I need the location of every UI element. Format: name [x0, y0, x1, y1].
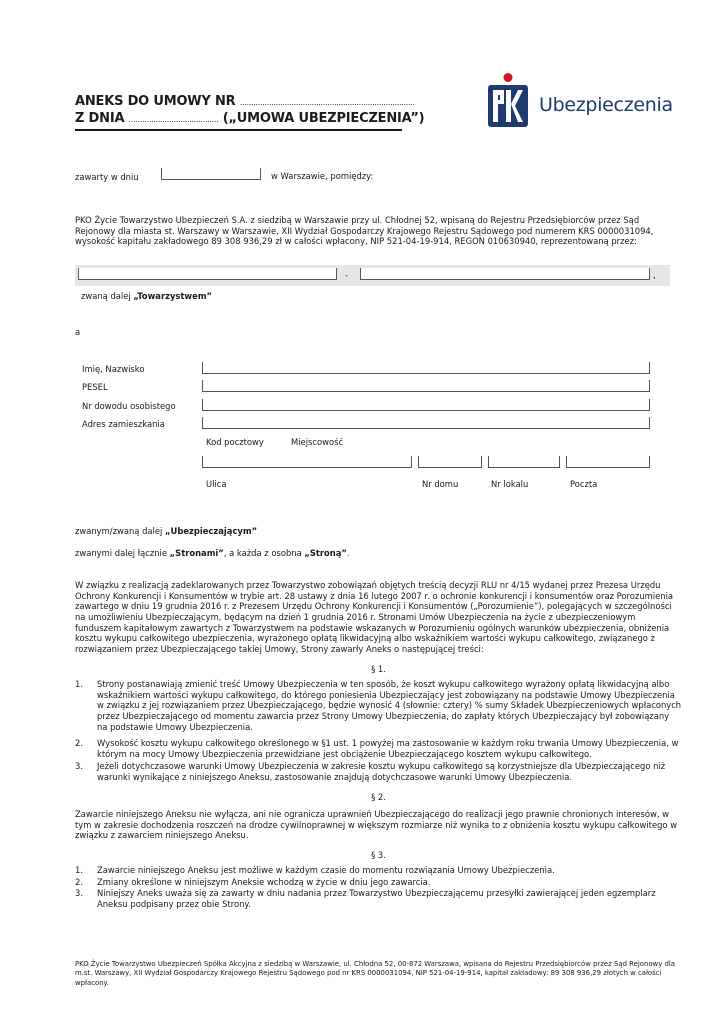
id-number-label: Nr dowodu osobistego: [82, 401, 176, 411]
item-number: 2.: [75, 738, 83, 748]
and-conjunction: a: [75, 327, 81, 337]
item-text: Strony postanawiają zmienić treść Umowy Ubezpieczenia w ten sposób, że koszt wykupu całkowitego wyrażony opłatą likwidacyjną albo wskaźnikiem wartości wykupu całkowitego, do którego poniesienia Ubezpieczający jest zobowiązany na podstawie Umowy Ubezpieczenia w związku z jej rozwiązaniem przez Ubezpieczającego, będzie wynosić 4 (słownie: cztery) % sumy Składek Ubezpieczeniowych wpłaconych przez Ubezpieczającego od momentu zawarcia przez Strony Umowy Ubezpieczenia, do zapłaty których Ubezpieczający był zobowiązany na podstawie Umowy Ubezpieczenia.: [97, 679, 682, 732]
item-number: 3.: [75, 888, 83, 898]
name-field[interactable]: [202, 362, 650, 374]
section-3-heading: § 3.: [371, 850, 386, 860]
item-text: Niniejszy Aneks uważa się za zawarty w dniu nadania przez Towarzystwo Ubezpieczającemu przesyłki zawierającej jeden egzemplarz Aneksu podpisany przez obie Strony.: [97, 888, 656, 909]
pko-ubezpieczenia-logo: [487, 73, 677, 129]
concluded-date-field[interactable]: [161, 168, 261, 180]
title-text: ANEKS DO UMOWY NR: [75, 94, 236, 109]
item-number: 1.: [75, 679, 83, 689]
logo-wordmark: Ubezpieczenia: [539, 94, 673, 116]
parties-definition: [75, 548, 350, 559]
flat-number-label: Nr lokalu: [491, 479, 529, 489]
postal-code-label: Kod pocztowy: [206, 437, 264, 447]
party-defined-term: „Stroną”: [304, 548, 347, 558]
item-text: Wysokość kosztu wykupu całkowitego określonego w §1 ust. 1 powyżej ma zastosowanie w każdym roku trwania Umowy Ubezpieczenia, w którym na mocy Umowy Ubezpieczenia przewidziane jest obciążenie Ubezpieczającego kosztem wykupu całkowitego.: [97, 738, 679, 759]
called-company-prefix: zwaną dalej: [81, 291, 134, 301]
pesel-field[interactable]: [202, 380, 650, 392]
name-label: Imię, Nazwisko: [82, 364, 145, 374]
street-field[interactable]: [202, 456, 412, 468]
title-suffix: („UMOWA UBEZPIECZENIA”): [222, 111, 425, 126]
title-underline: [75, 129, 402, 131]
title-date-prefix: Z DNIA: [75, 111, 125, 126]
item-number: 2.: [75, 877, 83, 887]
insured-defined-term: „Ubezpieczającym”: [165, 526, 258, 536]
item-number: 3.: [75, 761, 83, 771]
section-2-heading: § 2.: [371, 792, 386, 802]
section-2-text: Zawarcie niniejszego Aneksu nie wyłącza, ani nie ogranicza uprawnień Ubezpieczającego do realizacji jego prawnie chronionych interesów, w tym w zakresie dochodzenia roszczeń na drodze cywilnoprawnej w większym rozmiarze niż wynika to z obniżenia kosztu wykupu całkowitego w związku z zawarciem niniejszego Aneksu.: [75, 809, 678, 841]
agreement-date-blank[interactable]: ........................................: [128, 115, 219, 124]
parties-mid: , a każda z osobna: [223, 548, 305, 558]
insured-definition-prefix: zwanym/zwaną dalej: [75, 526, 166, 536]
company-defined-term: „Towarzystwem”: [133, 291, 213, 301]
agreement-number-blank[interactable]: ..............................................................................: [239, 98, 415, 107]
parties-end: .: [346, 548, 350, 558]
preamble-paragraph: W związku z realizacją zadeklarowanych przez Towarzystwo zobowiązań objętych treścią decyzji RLU nr 4/15 wydanej przez Prezesa Urzędu Ochrony Konkurencji i Konsumentów w trybie art. 28 ustawy z dnia 16 lutego 2007 r. o ochronie konkurencji i konsumentów oraz Porozumienia zawartego w dniu 19 grudnia 2016 r. z Prezesem Urzędu Ochrony Konkurencji i Konsumentów („Porozumienie”), polegających w szczególności na umożliwieniu Ubezpieczającym, będącym na dzień 1 grudnia 2016 r. Stronami Umów Ubezpieczenia na życie z ubezpieczeniowym funduszem kapitałowym zawartych z Towarzystwem na podstawie wskazanych w Porozumieniu ogólnych warunków ubezpieczenia, obniżenia kosztu wykupu całkowitego ubezpieczenia, wyrażonego opłatą likwidacyjną albo wskaźnikiem wartości wykupu całkowitego, związanego z rozwiązaniem przez Ubezpieczającego takiej Umowy, Strony zawarły Aneks o następującej treści:: [75, 580, 674, 655]
id-number-field[interactable]: [202, 399, 650, 411]
representatives-comma: ,: [653, 270, 656, 280]
address-field[interactable]: [202, 417, 650, 429]
house-number-label: Nr domu: [422, 479, 459, 489]
item-number: 1.: [75, 865, 83, 875]
post-office-label: Poczta: [570, 479, 598, 489]
insured-definition: [75, 526, 257, 537]
house-number-field[interactable]: [418, 456, 482, 468]
item-text: Zmiany określone w niniejszym Aneksie wchodzą w życie w dniu jego zawarcia.: [97, 877, 431, 887]
document-title-line-2: [75, 111, 424, 128]
address-label: Adres zamieszkania: [82, 419, 165, 429]
item-text: Zawarcie niniejszego Aneksu jest możliwe w każdym czasie do momentu rozwiązania Umowy Ubezpieczenia.: [97, 865, 555, 875]
concluded-on-label: zawarty w dniu: [75, 172, 139, 182]
representative-1-field[interactable]: [78, 268, 337, 280]
item-text: Jeżeli dotychczasowe warunki Umowy Ubezpieczenia w zakresie kosztu wykupu całkowitego są korzystniejsze dla Ubezpieczającego niż warunki wynikające z niniejszego Aneksu, zastosowanie znajdują dotychczasowe warunki Umowy Ubezpieczenia.: [97, 761, 666, 782]
pesel-label: PESEL: [82, 382, 108, 392]
company-description: PKO Życie Towarzystwo Ubezpieczeń S.A. z siedzibą w Warszawie przy ul. Chłodnej 52, wpisaną do Rejestru Przedsiębiorców przez Sąd Rejonowy dla miasta st. Warszawy w Warszawie, XII Wydział Gospodarczy Krajowego Rejestru Sądowego pod numerem KRS 0000031094, wysokość kapitału zakładowego 89 308 936,29 zł w całości wpłacony, NIP 521-04-19-914, REGON 010630940, reprezentowaną przez:: [75, 215, 654, 247]
parties-defined-term: „Stronami”: [169, 548, 224, 558]
representative-2-field[interactable]: [360, 268, 650, 280]
in-warsaw-label: w Warszawie, pomiędzy:: [271, 171, 374, 181]
company-footer: PKO Życie Towarzystwo Ubezpieczeń Spółka Akcyjna z siedzibą w Warszawie, ul. Chłodna 52, 00-872 Warszawa, wpisana do Rejestru Przedsiębiorców przez Sąd Rejonowy dla m.st. Warszawy, XII Wydział Gospodarczy Krajowego Rejestru Sądowego pod nr KRS 0000031094, NIP 521-04-19-914, kapitał zakładowy: 89 308 936,29 złotych w całości wpłacony.: [75, 960, 675, 987]
post-office-field[interactable]: [566, 456, 650, 468]
flat-number-field[interactable]: [488, 456, 560, 468]
pko-logo-mark-icon: [487, 73, 529, 129]
section-1-heading: § 1.: [371, 664, 386, 674]
called-company: [81, 291, 212, 302]
city-label: Miejscowość: [291, 437, 344, 447]
street-label: Ulica: [206, 479, 227, 489]
document-title-line-1: [75, 94, 415, 111]
representatives-dash: -: [345, 270, 349, 280]
parties-prefix: zwanymi dalej łącznie: [75, 548, 170, 558]
